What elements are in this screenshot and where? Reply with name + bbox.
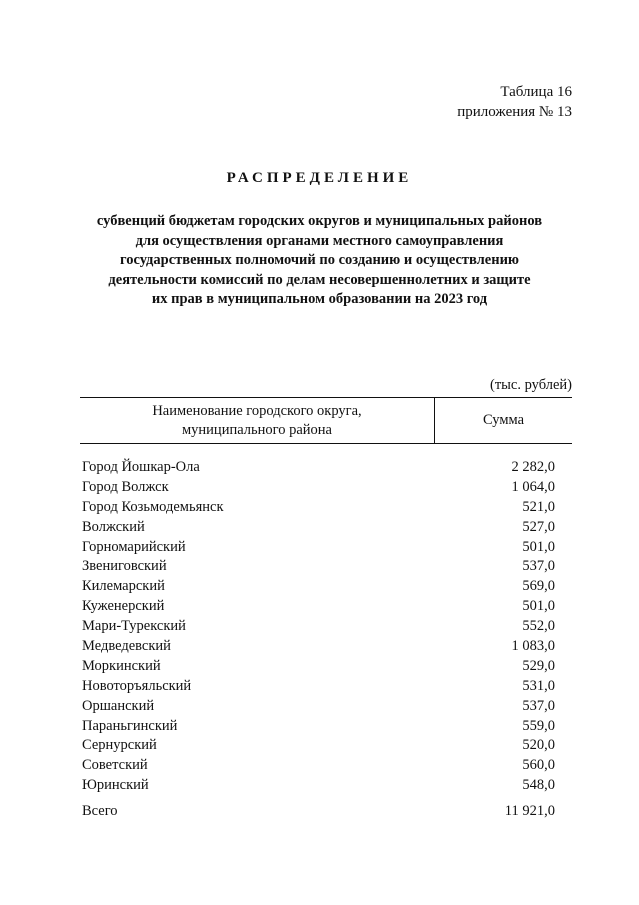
- row-name: Куженерский: [82, 598, 165, 615]
- appendix-number: приложения № 13: [457, 104, 572, 120]
- table-row: [80, 458, 572, 478]
- table-row: [80, 736, 572, 756]
- row-value: 527,0: [522, 518, 555, 535]
- table-row: [80, 557, 572, 577]
- row-value: 2 282,0: [511, 459, 555, 475]
- row-name: Волжский: [82, 518, 145, 535]
- row-name: Моркинский: [82, 657, 161, 674]
- table-row: [80, 597, 572, 617]
- table-row: [80, 677, 572, 697]
- row-name: Сернурский: [82, 737, 157, 754]
- document-subtitle: [60, 212, 579, 310]
- column-header-name-line1: Наименование городского округа,: [152, 402, 362, 419]
- table-body: [80, 458, 572, 796]
- row-value: 521,0: [522, 498, 555, 515]
- row-value: 560,0: [522, 757, 555, 774]
- subtitle-line: государственных полномочий по созданию и осуществлению: [120, 252, 519, 268]
- total-value: 11 921,0: [504, 803, 555, 820]
- total-label: Всего: [82, 803, 118, 820]
- row-value: 501,0: [522, 538, 555, 555]
- row-name: Новоторъяльский: [82, 677, 192, 694]
- row-name: Советский: [82, 757, 148, 774]
- row-value: 569,0: [522, 578, 555, 595]
- row-value: 529,0: [522, 657, 555, 674]
- table-row: [80, 756, 572, 776]
- row-name: Звениговский: [82, 558, 167, 575]
- row-name: Город Волжск: [82, 478, 169, 495]
- row-value: 501,0: [522, 598, 555, 615]
- table-row: [80, 637, 572, 657]
- table-row: [80, 478, 572, 498]
- units-label: (тыс. рублей): [490, 377, 572, 393]
- table-row: [80, 657, 572, 677]
- column-header-name-line2: муниципального района: [181, 421, 332, 438]
- row-name: Горномарийский: [82, 538, 186, 555]
- column-header-name: [80, 398, 435, 443]
- table-row: [80, 717, 572, 737]
- subtitle-line: деятельности комиссий по делам несовершеннолетних и защите: [108, 271, 531, 288]
- row-name: Город Йошкар-Ола: [82, 459, 200, 475]
- table-row: [80, 577, 572, 597]
- document-title: РАСПРЕДЕЛЕНИЕ: [226, 170, 413, 186]
- row-value: 537,0: [522, 697, 555, 714]
- table-row: [80, 518, 572, 538]
- subtitle-line: их прав в муниципальном образовании на 2023 год: [151, 291, 488, 307]
- distribution-table: [80, 397, 572, 822]
- row-value: 1 064,0: [511, 478, 555, 495]
- column-header-sum: Сумма: [482, 412, 525, 428]
- table-row: [80, 697, 572, 717]
- table-row: [80, 776, 572, 796]
- table-row: [80, 617, 572, 637]
- row-value: 552,0: [522, 618, 555, 635]
- subtitle-line: для осуществления органами местного самоуправления: [135, 232, 504, 249]
- row-value: 548,0: [522, 777, 555, 794]
- row-name: Медведевский: [82, 638, 171, 655]
- row-name: Мари-Турекский: [82, 618, 186, 635]
- row-value: 1 083,0: [511, 638, 555, 655]
- row-name: Параньгинский: [82, 717, 178, 734]
- subtitle-line: субвенций бюджетам городских округов и муниципальных районов: [96, 213, 543, 229]
- row-value: 531,0: [522, 677, 555, 694]
- row-name: Оршанский: [82, 697, 155, 714]
- table-row: [80, 538, 572, 558]
- table-header: [80, 397, 572, 444]
- table-row: [80, 498, 572, 518]
- table-reference: [457, 82, 572, 122]
- row-value: 520,0: [522, 737, 555, 754]
- row-name: Килемарский: [82, 578, 165, 595]
- row-value: 537,0: [522, 558, 555, 575]
- row-name: Юринский: [82, 777, 149, 794]
- row-value: 559,0: [522, 717, 555, 734]
- total-row: [80, 802, 572, 822]
- table-number: Таблица 16: [500, 84, 572, 100]
- row-name: Город Козьмодемьянск: [82, 498, 224, 515]
